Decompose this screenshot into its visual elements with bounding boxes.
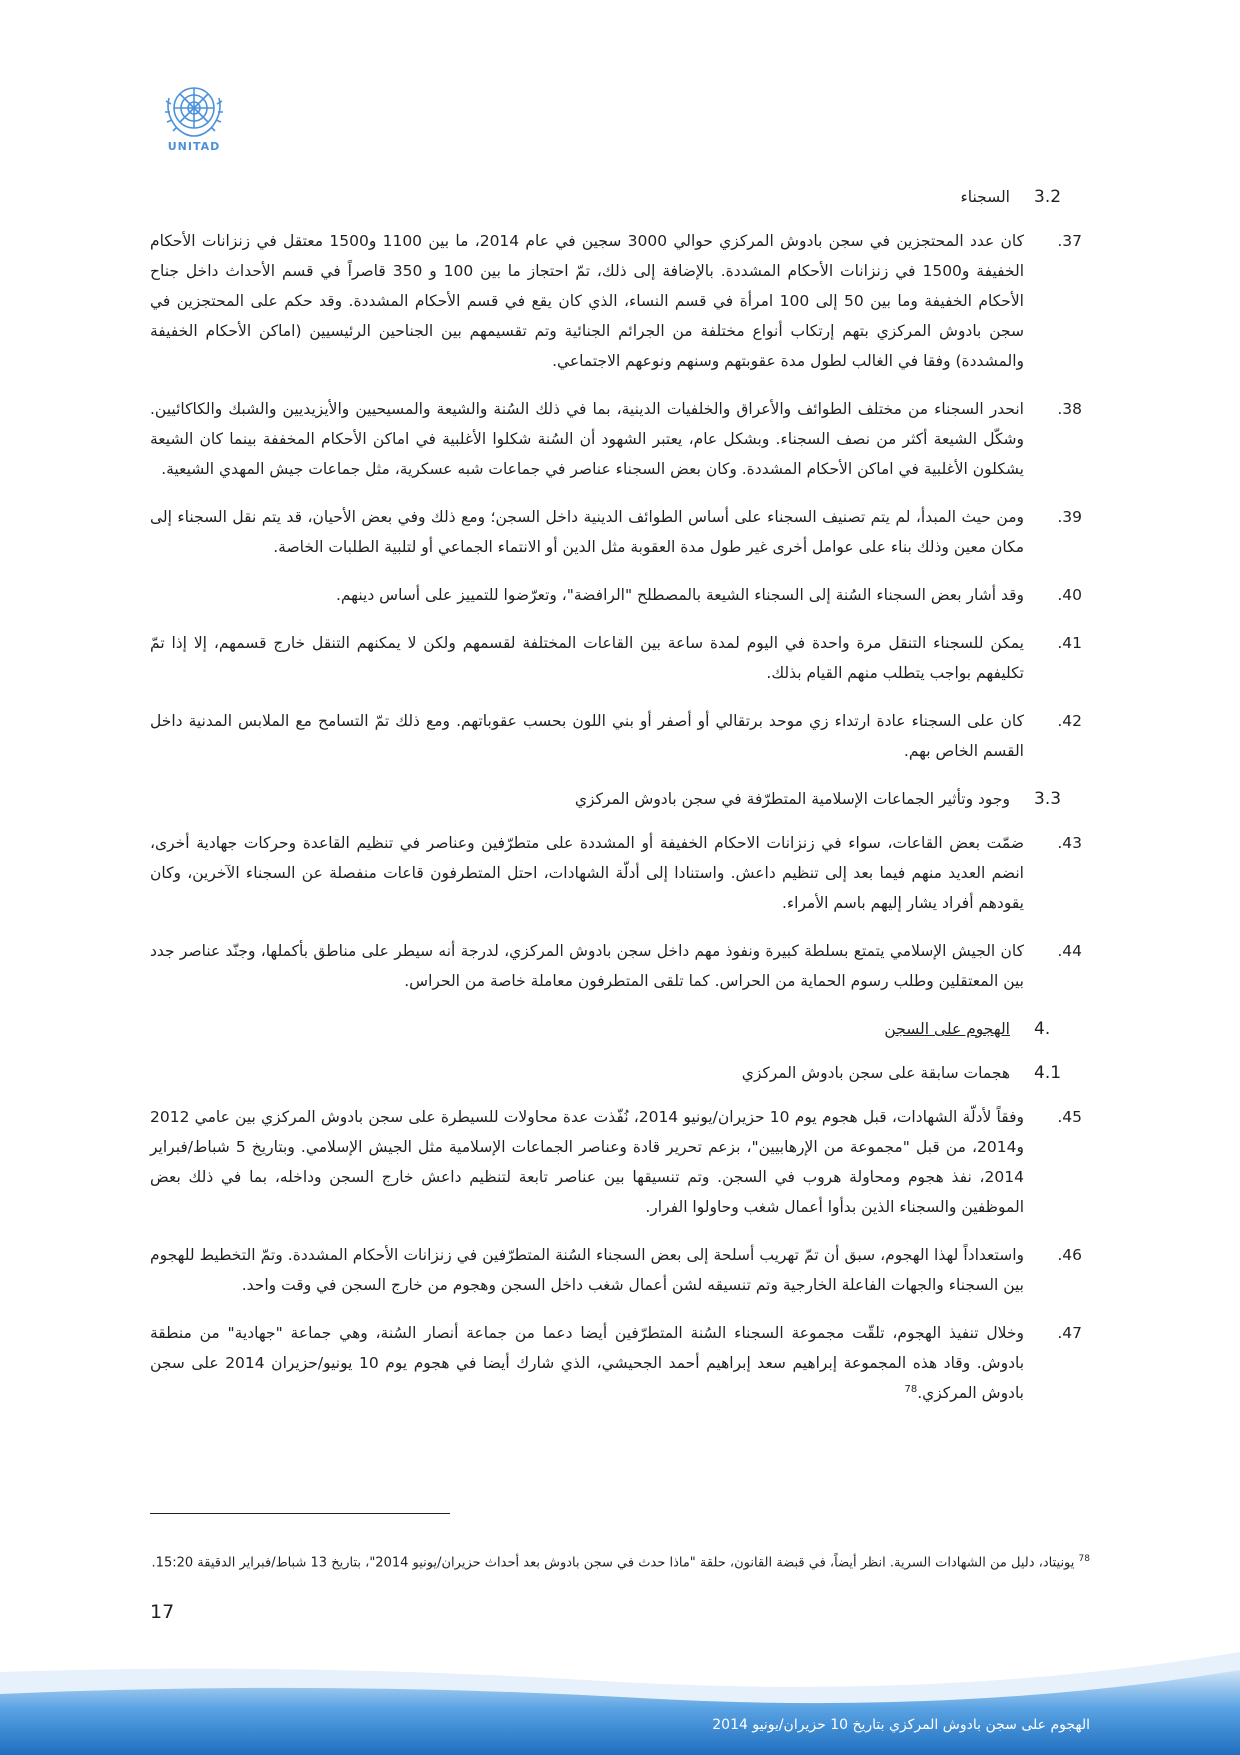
paragraph xyxy=(150,828,1090,918)
paragraph xyxy=(150,226,1090,376)
chapter-heading xyxy=(150,1014,1090,1044)
paragraph-number: 40. xyxy=(1057,586,1082,604)
paragraph xyxy=(150,394,1090,484)
footer-wave-band xyxy=(0,1632,1240,1755)
paragraph xyxy=(150,1318,1090,1408)
paragraph-text: كان على السجناء عادة ارتداء زي موحد برتقالي أو أصفر أو بني اللون بحسب عقوباتهم. ومع ذلك تمّ التسامح مع الملابس المدنية داخل القسم الخاص بهم. xyxy=(150,712,1024,760)
paragraph-number: 44. xyxy=(1057,942,1082,960)
section-title: السجناء xyxy=(960,188,1010,206)
paragraph-text: كان الجيش الإسلامي يتمتع بسلطة كبيرة ونفوذ مهم داخل سجن بادوش المركزي، لدرجة أنه سيطر على مناطق بأكملها، وجنّد عناصر جدد بين المعتقلين وطلب رسوم الحماية من الحراس. كما تلقى المتطرفون معاملة خاصة من الحراس. xyxy=(150,942,1024,990)
section-number: 4.1 xyxy=(1034,1063,1062,1083)
logo-label: UNITAD xyxy=(167,140,221,153)
paragraph-text: ومن حيث المبدأ، لم يتم تصنيف السجناء على أساس الطوائف الدينية داخل السجن؛ ومع ذلك وفي بعض الأحيان، قد يتم نقل السجناء إلى مكان معين وذلك بناء على عوامل أخرى غير طول مدة العقوبة مثل الدين أو الانتماء الجماعي أو لتلبية الطلبات الخاصة. xyxy=(150,508,1024,556)
paragraph-text: يمكن للسجناء التنقل مرة واحدة في اليوم لمدة ساعة بين القاعات المختلفة لقسمهم ولكن لا يمكنهم التنقل خارج قسمهم، إلا إذا تمّ تكليفهم بواجب يتطلب منهم القيام بذلك. xyxy=(150,634,1024,682)
section-number: 3.2 xyxy=(1034,187,1062,207)
footnote-number: 78 xyxy=(1078,1554,1090,1564)
paragraph xyxy=(150,1102,1090,1222)
footer-title: الهجوم على سجن بادوش المركزي بتاريخ 10 حزيران/يونيو 2014 xyxy=(712,1717,1090,1733)
paragraph xyxy=(150,628,1090,688)
paragraph xyxy=(150,706,1090,766)
section-title: هجمات سابقة على سجن بادوش المركزي xyxy=(741,1064,1010,1082)
paragraph xyxy=(150,580,1090,610)
section-heading xyxy=(150,784,1090,814)
paragraph-text: وقد أشار بعض السجناء السُنة إلى السجناء الشيعة بالمصطلح "الرافضة"، وتعرّضوا للتمييز على أساس دينهم. xyxy=(335,586,1024,604)
paragraph-number: 46. xyxy=(1057,1246,1082,1264)
paragraph-number: 43. xyxy=(1057,834,1082,852)
paragraph-number: 41. xyxy=(1057,634,1082,652)
paragraph-text: وفقاً لأدلّة الشهادات، قبل هجوم يوم 10 حزيران/يونيو 2014، نُفّذت عدة محاولات للسيطرة على سجن بادوش المركزي بين عامي 2012 و2014، من قبل "مجموعة من الإرهابيين"، بزعم تحرير قادة وعناصر الجماعات الإسلامية مثل الجيش الإسلامي. وبتاريخ 5 شباط/فبراير 2014، نفذ هجوم ومحاولة هروب في السجن. وتم تنسيقها بين عناصر تابعة لتنظيم داعش خارج السجن وداخله، بما في ذلك بعض الموظفين والسجناء الذين بدأوا أعمال شغب وحاولوا الفرار. xyxy=(150,1108,1024,1216)
paragraph-text: ضمّت بعض القاعات، سواء في زنزانات الاحكام الخفيفة أو المشددة على متطرّفين وعناصر في تنظيم القاعدة وحركات جهادية أخرى، انضم العديد منهم فيما بعد إلى تنظيم داعش. واستنادا إلى أدلّة الشهادات، احتل المتطرفون قاعات منفصلة عن السجناء الآخرين، وكان يقودهم أفراد يشار إليهم باسم الأمراء. xyxy=(150,834,1024,912)
footnote xyxy=(150,1548,1090,1574)
paragraph-number: 39. xyxy=(1057,508,1082,526)
un-emblem-icon xyxy=(159,78,229,142)
section-number: 3.3 xyxy=(1034,789,1062,809)
section-heading xyxy=(150,1058,1090,1088)
chapter-number: 4. xyxy=(1034,1019,1051,1039)
section-title: وجود وتأثير الجماعات الإسلامية المتطرّفة في سجن بادوش المركزي xyxy=(574,790,1010,808)
paragraph xyxy=(150,936,1090,996)
main-content xyxy=(150,182,1090,1426)
footnote-text: يونيتاد، دليل من الشهادات السرية. انظر أيضاً، في قبضة القانون، حلقة "ماذا حدث في سجن بادوش بعد أحداث حزيران/يونيو 2014"، بتاريخ 13 شباط/فبراير الدقيقة 15:20. xyxy=(151,1555,1075,1571)
page-number: 17 xyxy=(150,1601,175,1623)
paragraph-text: انحدر السجناء من مختلف الطوائف والأعراق والخلفيات الدينية، بما في ذلك السُنة والشيعة والمسيحيين والأيزيديين والشبك والكاكائيين. وشكّل الشيعة أكثر من نصف السجناء. وبشكل عام، يعتبر الشهود أن السُنة شكلوا الأغلبية في اماكن الأحكام المخففة بينما كان الشيعة يشكلون الأغلبية في اماكن الأحكام المشددة. وكان بعض السجناء عناصر في جماعات شبه عسكرية، مثل جماعات جيش المهدي الشيعية. xyxy=(150,400,1024,478)
footnote-reference[interactable]: 78 xyxy=(904,1383,918,1395)
footnote-divider xyxy=(150,1513,450,1514)
paragraph-number: 42. xyxy=(1057,712,1082,730)
paragraph-number: 47. xyxy=(1057,1324,1082,1342)
paragraph-number: 45. xyxy=(1057,1108,1082,1126)
unitad-logo xyxy=(146,78,242,158)
paragraph-number: 37. xyxy=(1057,232,1082,250)
paragraph-text: واستعداداً لهذا الهجوم، سبق أن تمّ تهريب أسلحة إلى بعض السجناء السُنة المتطرّفين في زنزانات الأحكام المشددة. وتمّ التخطيط للهجوم بين السجناء والجهات الفاعلة الخارجية وتم تنسيقه لشن أعمال شغب داخل السجن وهجوم من خارج السجن في وقت واحد. xyxy=(150,1246,1024,1294)
paragraph-text: كان عدد المحتجزين في سجن بادوش المركزي حوالي 3000 سجين في عام 2014، ما بين 1100 و1500 معتقل في زنزانات الأحكام الخفيفة و1500 في زنزانات الأحكام المشددة. بالإضافة إلى ذلك، تمّ احتجاز ما بين 100 و 350 قاصراً في قسم الأحداث داخل جناح الأحكام الخفيفة وما بين 50 إلى 100 امرأة في قسم النساء، الذي كان يقع في قسم الأحكام المشددة. وقد حكم على المحتجزين في سجن بادوش المركزي بتهم إرتكاب أنواع مختلفة من الجرائم الجنائية وتم تقسيمهم بين الجناحين الرئيسيين (اماكن الأحكام الخفيفة والمشددة) وفقا في الغالب لطول مدة عقوبتهم وسنهم ونوعهم الاجتماعي. xyxy=(150,232,1025,370)
section-heading xyxy=(150,182,1090,212)
chapter-title: الهجوم على السجن xyxy=(884,1020,1010,1038)
paragraph-number: 38. xyxy=(1057,400,1082,418)
paragraph-text: وخلال تنفيذ الهجوم، تلقّت مجموعة السجناء السُنة المتطرّفين أيضا دعما من جماعة أنصار السُنة، وهي جماعة "جهادية" من منطقة بادوش. وقاد هذه المجموعة إبراهيم سعد إبراهيم أحمد الجحيشي، الذي شارك أيضا في هجوم يوم 10 يونيو/حزيران 2014 على سجن بادوش المركزي. xyxy=(150,1324,1025,1402)
paragraph xyxy=(150,502,1090,562)
paragraph xyxy=(150,1240,1090,1300)
